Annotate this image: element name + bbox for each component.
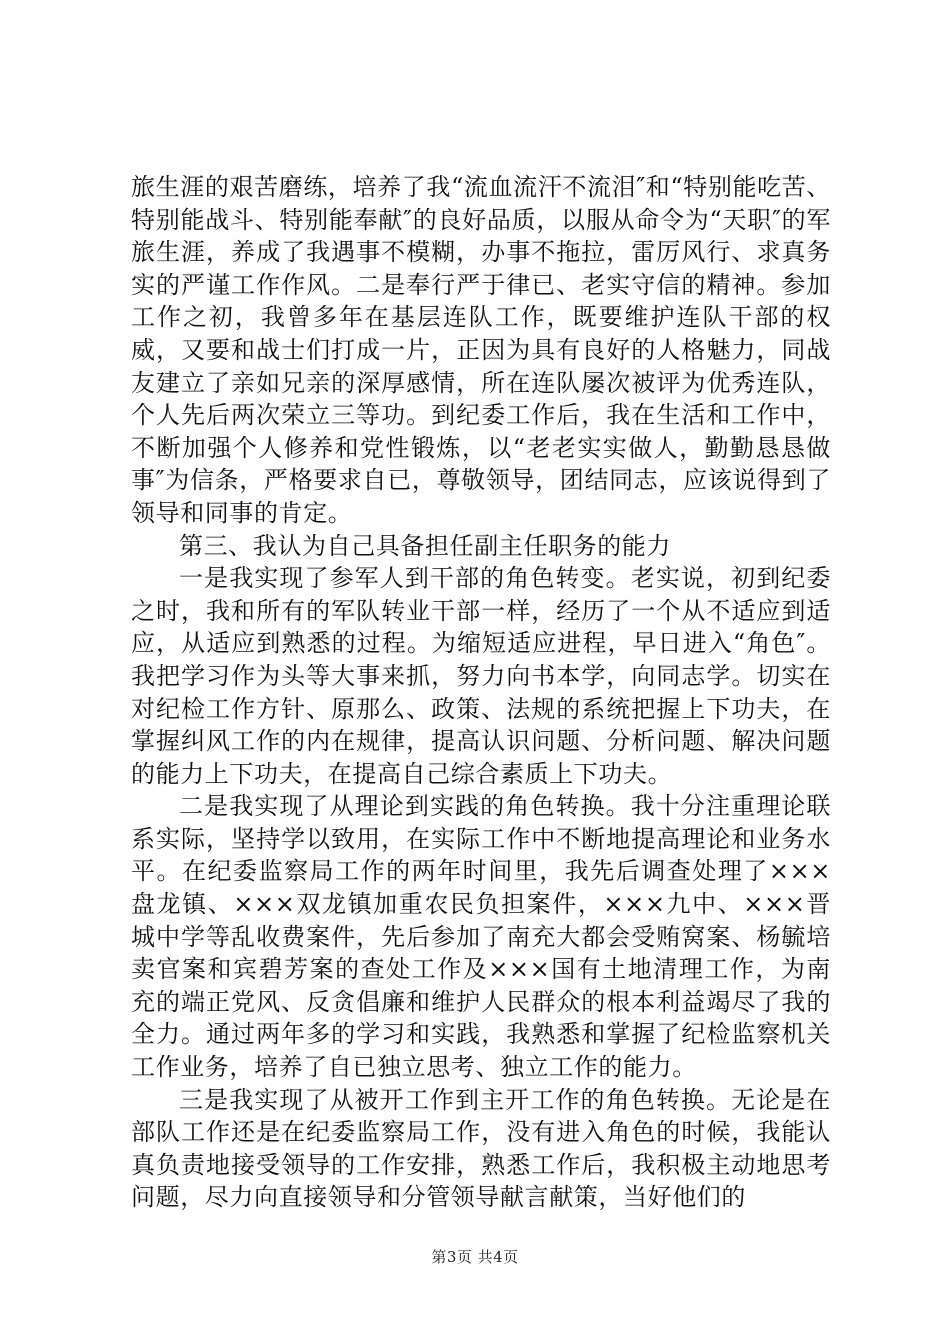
paragraph-passive-to-active: 三是我实现了从被开工作到主开工作的角色转换。无论是在部队工作还是在纪委监察局工作，没有进入角色的时候，我能认真负责地接受领导的工作安排，熟悉工作后，我积极主动地思考问题，尽力向直接领导和分管领导献言献策，当好他们的 [131, 1085, 831, 1212]
paragraph-role-change-cadre: 一是我实现了参军人到干部的角色转变。老实说，初到纪委之时，我和所有的军队转业干部一样，经历了一个从不适应到适应，从适应到熟悉的过程。为缩短适应进程，早日进入“角色″。我把学习作为头等大事来抓，努力向书本学，向同志学。切实在对纪检工作方针、原那么、政策、法规的系统把握上下功夫，在掌握纠风工作的内在规律，提高认识问题、分析问题、解决问题的能力上下功夫，在提高自己综合素质上下功夫。 [131, 564, 831, 788]
paragraph-theory-to-practice: 二是我实现了从理论到实践的角色转换。我十分注重理论联系实际，坚持学以致用，在实际工作中不断地提高理论和业务水平。在纪委监察局工作的两年时间里，我先后调查处理了×××盘龙镇、×××双龙镇加重农民负担案件，×××九中、×××晋城中学等乱收费案件，先后参加了南充大都会受贿窝案、杨毓培卖官案和宾碧芳案的查处工作及×××国有土地清理工作，为南充的端正党风、反贪倡廉和维护人民群众的根本利益竭尽了我的全力。通过两年多的学习和实践，我熟悉和掌握了纪检监察机关工作业务，培养了自已独立思考、独立工作的能力。 [131, 792, 831, 1082]
document-body [131, 171, 831, 1214]
paragraph-military-life: 旅生涯的艰苦磨练，培养了我“流血流汗不流泪″和“特别能吃苦、特别能战斗、特别能奉献″的良好品质，以服从命令为“天职″的军旅生涯，养成了我遇事不模糊，办事不拖拉，雷厉风行、求真务实的严谨工作作风。二是奉行严于律已、老实守信的精神。参加工作之初，我曾多年在基层连队工作，既要维护连队干部的权威，又要和战士们打成一片，正因为具有良好的人格魅力，同战友建立了亲如兄亲的深厚感情，所在连队屡次被评为优秀连队，个人先后两次荣立三等功。到纪委工作后，我在生活和工作中，不断加强个人修养和党性锻炼，以“老老实实做人，勤勤恳恳做事″为信条，严格要求自已，尊敬领导，团结同志，应该说得到了领导和同事的肯定。 [131, 173, 831, 527]
page-number-footer: 第3页 共4页 [431, 1248, 519, 1266]
section-heading-ability: 第三、我认为自己具备担任副主任职务的能力 [179, 531, 671, 560]
